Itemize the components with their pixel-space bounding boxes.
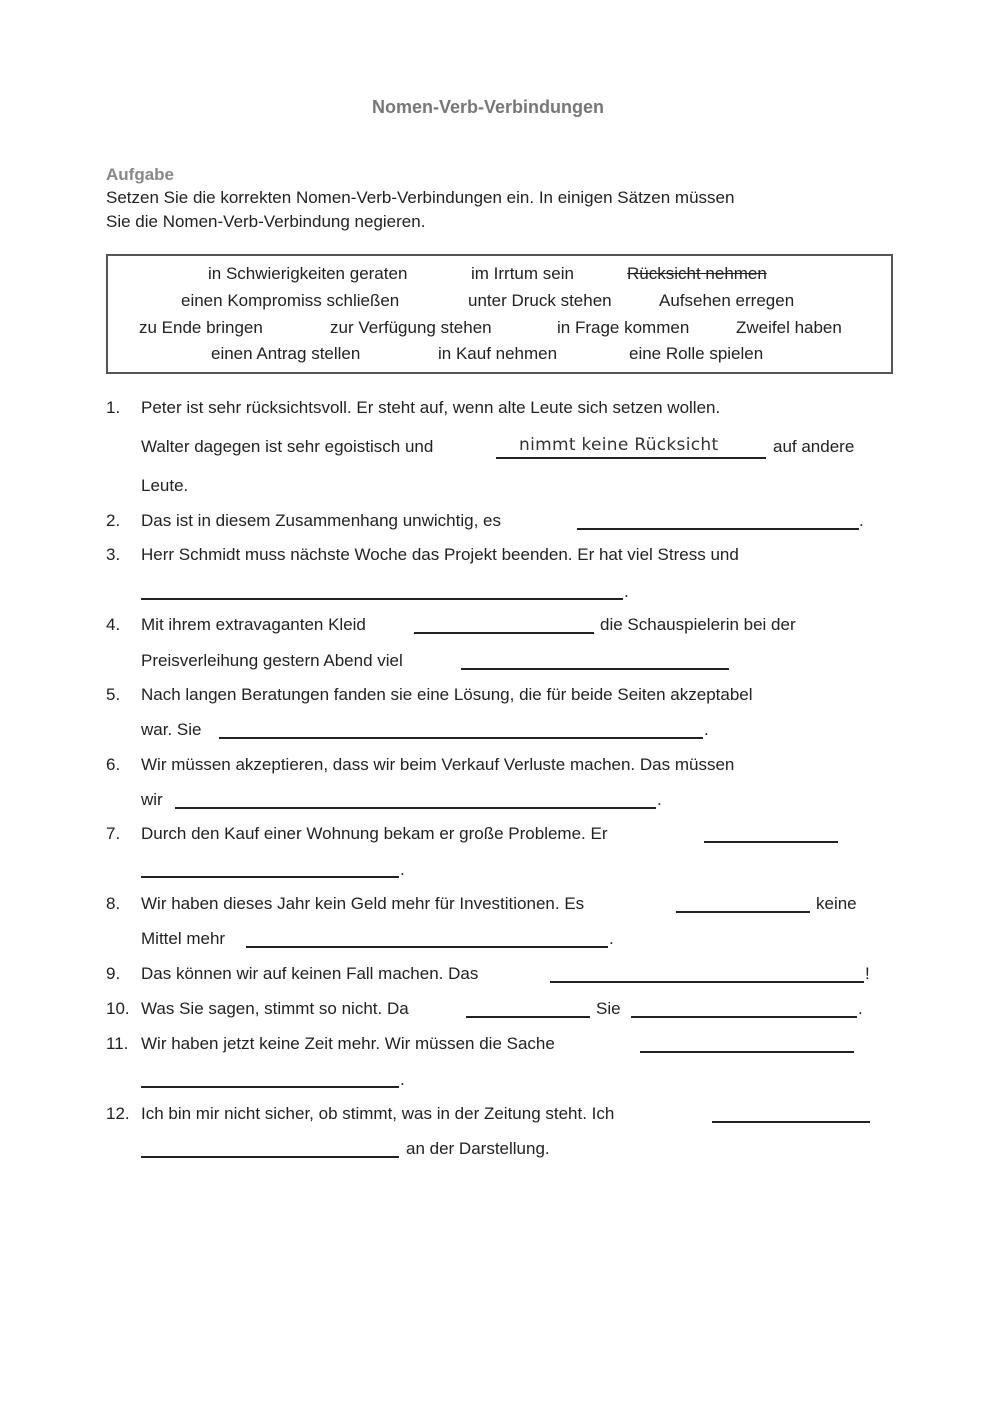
word-bank-item: eine Rolle spielen <box>629 344 764 363</box>
exercise-number: 4. <box>106 615 121 634</box>
exercise-4-blank-1[interactable] <box>414 632 594 634</box>
exercise-7-blank-1[interactable] <box>704 841 838 843</box>
word-bank-box <box>106 254 893 374</box>
exercise-10-blank-2[interactable] <box>631 1016 857 1018</box>
exercise-5-text: war. Sie <box>141 720 202 739</box>
exercise-number: 7. <box>106 824 121 843</box>
exercise-12-text: an der Darstellung. <box>406 1139 550 1158</box>
exercise-number: 3. <box>106 545 121 564</box>
exercise-number: 9. <box>106 964 121 983</box>
word-bank-item: Zweifel haben <box>736 318 842 337</box>
exercise-2-end: . <box>859 511 864 530</box>
exercise-10-text: Was Sie sagen, stimmt so nicht. Da <box>141 999 409 1018</box>
exercise-1-answer: nimmt keine Rücksicht <box>519 435 719 455</box>
exercise-1-text: Peter ist sehr rücksichtsvoll. Er steht auf, wenn alte Leute sich setzen wollen. <box>141 398 721 417</box>
exercise-3-blank[interactable] <box>141 598 623 600</box>
exercise-11-blank-2[interactable] <box>141 1086 399 1088</box>
exercise-1-text: auf andere <box>773 437 855 456</box>
task-heading: Aufgabe <box>106 165 174 184</box>
exercise-11-text: Wir haben jetzt keine Zeit mehr. Wir müssen die Sache <box>141 1034 555 1053</box>
word-bank-item: einen Antrag stellen <box>211 344 361 363</box>
exercise-4-text: Preisverleihung gestern Abend viel <box>141 651 403 670</box>
exercise-8-blank-1[interactable] <box>676 911 810 913</box>
exercise-number: 1. <box>106 398 121 417</box>
exercise-number: 10. <box>106 999 130 1018</box>
exercise-5-end: . <box>704 720 709 739</box>
exercise-5-blank[interactable] <box>219 737 703 739</box>
exercise-7-text: Durch den Kauf einer Wohnung bekam er große Probleme. Er <box>141 824 608 843</box>
exercise-7-blank-2[interactable] <box>141 876 399 878</box>
exercise-8-text: Wir haben dieses Jahr kein Geld mehr für Investitionen. Es <box>141 894 585 913</box>
exercise-1-text: Leute. <box>141 476 189 495</box>
word-bank-item: zu Ende bringen <box>139 318 263 337</box>
exercise-2-text: Das ist in diesem Zusammenhang unwichtig, es <box>141 511 501 530</box>
exercise-3-text: Herr Schmidt muss nächste Woche das Projekt beenden. Er hat viel Stress und <box>141 545 739 564</box>
instruction-line-2: Sie die Nomen-Verb-Verbindung negieren. <box>106 212 426 231</box>
exercise-4-text: Mit ihrem extravaganten Kleid <box>141 615 366 634</box>
exercise-12-blank-1[interactable] <box>712 1121 870 1123</box>
exercise-number: 11. <box>106 1034 129 1053</box>
exercise-10-blank-1[interactable] <box>466 1016 590 1018</box>
exercise-8-blank-2[interactable] <box>246 946 608 948</box>
exercise-8-text: Mittel mehr <box>141 929 226 948</box>
exercise-6-end: . <box>657 790 662 809</box>
exercise-10-end: . <box>858 999 863 1018</box>
word-bank-item: Aufsehen erregen <box>659 291 795 310</box>
word-bank-item-used: Rücksicht nehmen <box>627 264 767 283</box>
exercise-3-end: . <box>624 582 629 601</box>
exercise-number: 8. <box>106 894 121 913</box>
exercise-1-text: Walter dagegen ist sehr egoistisch und <box>141 437 434 456</box>
exercise-12-text: Ich bin mir nicht sicher, ob stimmt, was in der Zeitung steht. Ich <box>141 1104 615 1123</box>
exercise-11-blank-1[interactable] <box>640 1051 854 1053</box>
page-title: Nomen-Verb-Verbindungen <box>371 97 605 117</box>
exercise-2-blank[interactable] <box>577 528 859 530</box>
exercise-12-blank-2[interactable] <box>141 1156 399 1158</box>
exercise-8-end: . <box>609 929 614 948</box>
exercise-9-text: Das können wir auf keinen Fall machen. Das <box>141 964 479 983</box>
word-bank-item: einen Kompromiss schließen <box>181 291 400 310</box>
word-bank-item: in Schwierigkeiten geraten <box>208 264 408 283</box>
exercise-9-blank[interactable] <box>550 981 864 983</box>
exercise-1-blank[interactable] <box>496 457 766 459</box>
exercise-6-blank[interactable] <box>175 807 656 809</box>
exercise-6-text: wir <box>141 790 163 809</box>
exercise-number: 12. <box>106 1104 130 1123</box>
word-bank-item: in Kauf nehmen <box>438 344 558 363</box>
exercise-7-end: . <box>400 860 405 879</box>
word-bank-item: im Irrtum sein <box>471 264 574 283</box>
word-bank-item: zur Verfügung stehen <box>330 318 492 337</box>
word-bank-item: unter Druck stehen <box>468 291 612 310</box>
exercise-8-text: keine <box>816 894 857 913</box>
exercise-number: 2. <box>106 511 121 530</box>
exercise-10-text: Sie <box>596 999 621 1018</box>
instruction-line-1: Setzen Sie die korrekten Nomen-Verb-Verbindungen ein. In einigen Sätzen müssen <box>106 188 735 207</box>
exercise-4-blank-2[interactable] <box>461 668 729 670</box>
exercise-number: 6. <box>106 755 121 774</box>
exercise-9-end: ! <box>865 964 870 983</box>
exercise-11-end: . <box>400 1070 405 1089</box>
exercise-4-text: die Schauspielerin bei der <box>600 615 796 634</box>
word-bank-item: in Frage kommen <box>557 318 690 337</box>
exercise-number: 5. <box>106 685 121 704</box>
exercise-5-text: Nach langen Beratungen fanden sie eine Lösung, die für beide Seiten akzeptabel <box>141 685 753 704</box>
exercise-6-text: Wir müssen akzeptieren, dass wir beim Verkauf Verluste machen. Das müssen <box>141 755 735 774</box>
